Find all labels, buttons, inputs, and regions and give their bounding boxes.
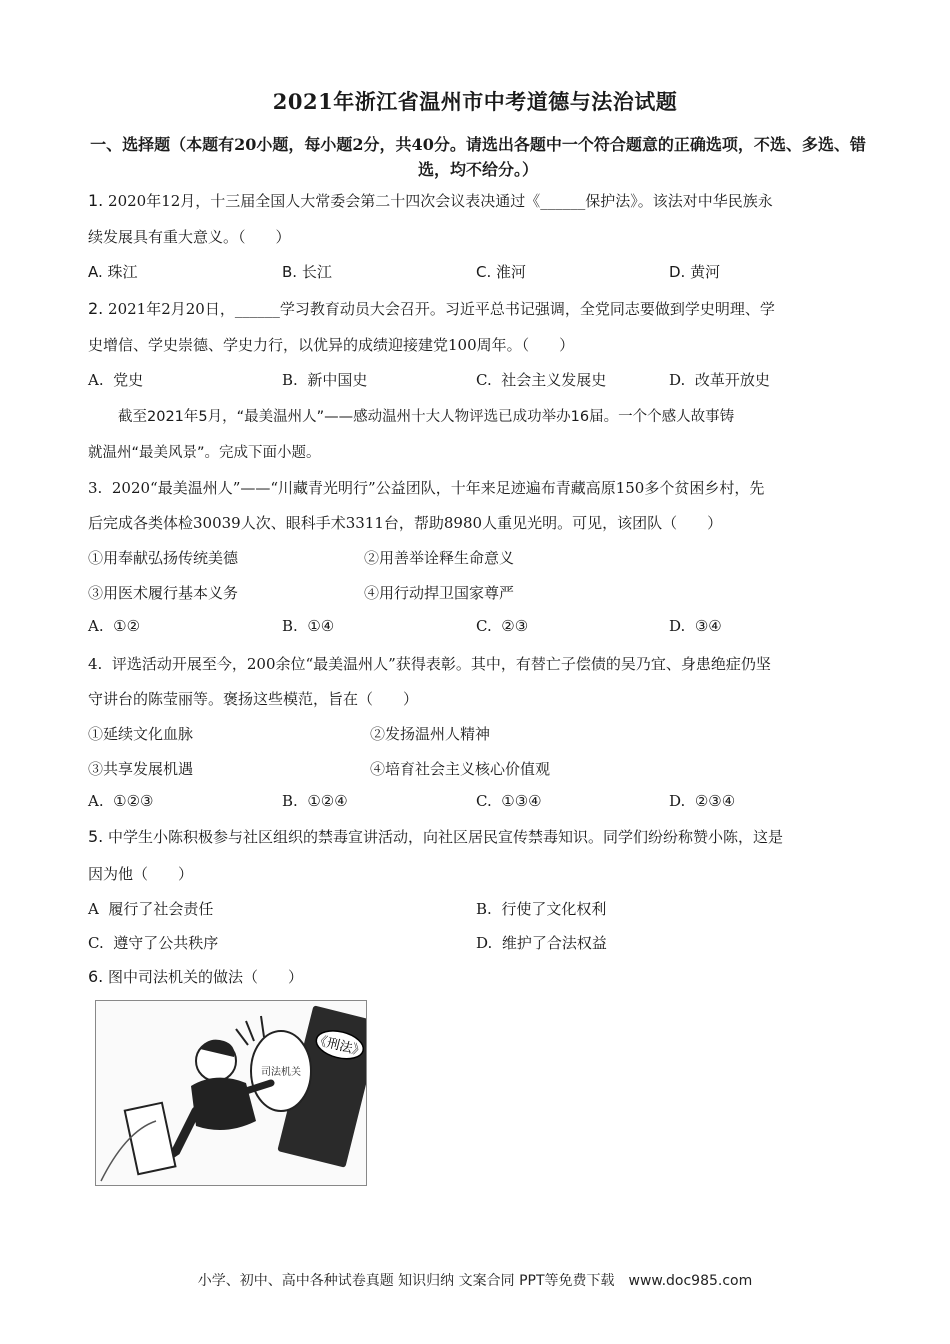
- question-2-number: 2.: [88, 299, 104, 318]
- judicial-figure-badge: 司法机关: [261, 1067, 301, 1078]
- passage-line-1: 截至2021年5月，“最美温州人”——感动温州十大人物评选已成功举办16届。一个个感人故事铸: [118, 409, 735, 425]
- question-1-line-1: [88, 190, 773, 211]
- section-heading: 一、选择题（本题有20小题，每小题2分，共40分。请选出各题中一个符合题意的正确选项，不选、多选、错选，均不给分。）: [90, 135, 866, 179]
- question-4-statement-4: ④培育社会主义核心价值观: [370, 760, 551, 778]
- question-3-statement-4: ④用行动捍卫国家尊严: [364, 584, 515, 602]
- question-4-line-2: 守讲台的陈莹丽等。褒扬这些模范，旨在（ ）: [88, 690, 419, 708]
- question-3-number: 3.: [88, 479, 103, 497]
- question-2-line-1: [88, 298, 775, 319]
- question-4-option-b: B. ①②④: [282, 792, 348, 810]
- motion-lines: [236, 1016, 264, 1045]
- question-6-line-1: [88, 966, 303, 987]
- question-6-number: 6.: [88, 967, 104, 986]
- question-5-option-b: B. 行使了文化权利: [476, 900, 607, 918]
- question-4-option-c: C. ①③④: [476, 792, 542, 810]
- question-3-statement-2: ②用善举诠释生命意义: [364, 549, 515, 567]
- question-4-statement-3: ③共享发展机遇: [88, 760, 194, 778]
- question-4-option-a: A. ①②③: [88, 792, 154, 810]
- question-6-text: 图中司法机关的做法（ ）: [108, 968, 304, 986]
- question-1-number: 1.: [88, 191, 104, 210]
- question-3-line-2: 后完成各类体检30039人次、眼科手术3311台，帮助8980人重见光明。可见，该团队（ ）: [88, 514, 723, 532]
- question-2-line-2: 史增信、学史崇德、学史力行，以优异的成绩迎接建党100周年。（ ）: [88, 336, 575, 354]
- question-5-number: 5.: [88, 827, 104, 846]
- cartoon-illustration: [95, 1000, 367, 1186]
- page-title: 2021年浙江省温州市中考道德与法治试题: [272, 89, 678, 114]
- question-1-option-a: A. 珠江: [88, 263, 138, 281]
- question-3-statement-1: ①用奉献弘扬传统美德: [88, 549, 239, 567]
- question-5-text: 中学生小陈积极参与社区组织的禁毒宣讲活动，向社区居民宣传禁毒知识。同学们纷纷称赞小陈，这是: [108, 828, 784, 846]
- question-4-text: 评选活动开展至今，200余位“最美温州人”获得表彰。其中，有替亡子偿债的吴乃宜、身患绝症仍坚: [111, 655, 771, 673]
- question-3-option-b: B. ①④: [282, 617, 335, 635]
- man-torso: [191, 1078, 256, 1130]
- page-footer: 小学、初中、高中各种试卷真题 知识归纳 文案合同 PPT等免费下载 www.doc985.com: [197, 1273, 753, 1289]
- question-2-option-a: A. 党史: [88, 371, 144, 389]
- cartoon-box: [125, 1103, 176, 1174]
- question-4-number: 4.: [88, 655, 103, 673]
- question-5-option-d: D. 维护了合法权益: [476, 934, 607, 952]
- question-5-option-a: A 履行了社会责任: [88, 900, 214, 918]
- question-2-option-b: B. 新中国史: [282, 371, 368, 389]
- question-4-statement-2: ②发扬温州人精神: [370, 725, 491, 743]
- law-book-title: 《刑法》: [312, 1032, 366, 1060]
- question-1-option-c: C. 淮河: [476, 263, 527, 281]
- passage-line-2: 就温州“最美风景”。完成下面小题。: [88, 445, 321, 461]
- question-2-option-d: D. 改革开放史: [669, 371, 770, 389]
- question-3-option-c: C. ②③: [476, 617, 529, 635]
- question-3-text: 2020“最美温州人”——“川藏青光明行”公益团队，十年来足迹遍布青藏高原150多个贫困乡村，先: [111, 479, 765, 497]
- question-1-text: 2020年12月，十三届全国人大常委会第二十四次会议表决通过《______保护法》。该法对中华民族永: [108, 192, 773, 210]
- question-4-option-d: D. ②③④: [669, 792, 736, 810]
- question-4-line-1: [88, 653, 771, 674]
- question-3-line-1: [88, 477, 764, 498]
- question-5-line-2: 因为他（ ）: [88, 865, 194, 883]
- question-3-option-d: D. ③④: [669, 617, 722, 635]
- question-1-option-b: B. 长江: [282, 263, 332, 281]
- question-5-line-1: [88, 826, 783, 847]
- question-3-option-a: A. ①②: [88, 617, 141, 635]
- question-1-option-d: D. 黄河: [669, 263, 721, 281]
- question-5-option-c: C. 遵守了公共秩序: [88, 934, 219, 952]
- question-2-option-c: C. 社会主义发展史: [476, 371, 607, 389]
- question-3-statement-3: ③用医术履行基本义务: [88, 584, 239, 602]
- cartoon-drawing: [96, 1001, 366, 1185]
- question-1-line-2: 续发展具有重大意义。（ ）: [88, 228, 291, 246]
- question-4-statement-1: ①延续文化血脉: [88, 725, 194, 743]
- question-2-text: 2021年2月20日，______学习教育动员大会召开。习近平总书记强调，全党同志要做到学史明理、学: [108, 300, 775, 318]
